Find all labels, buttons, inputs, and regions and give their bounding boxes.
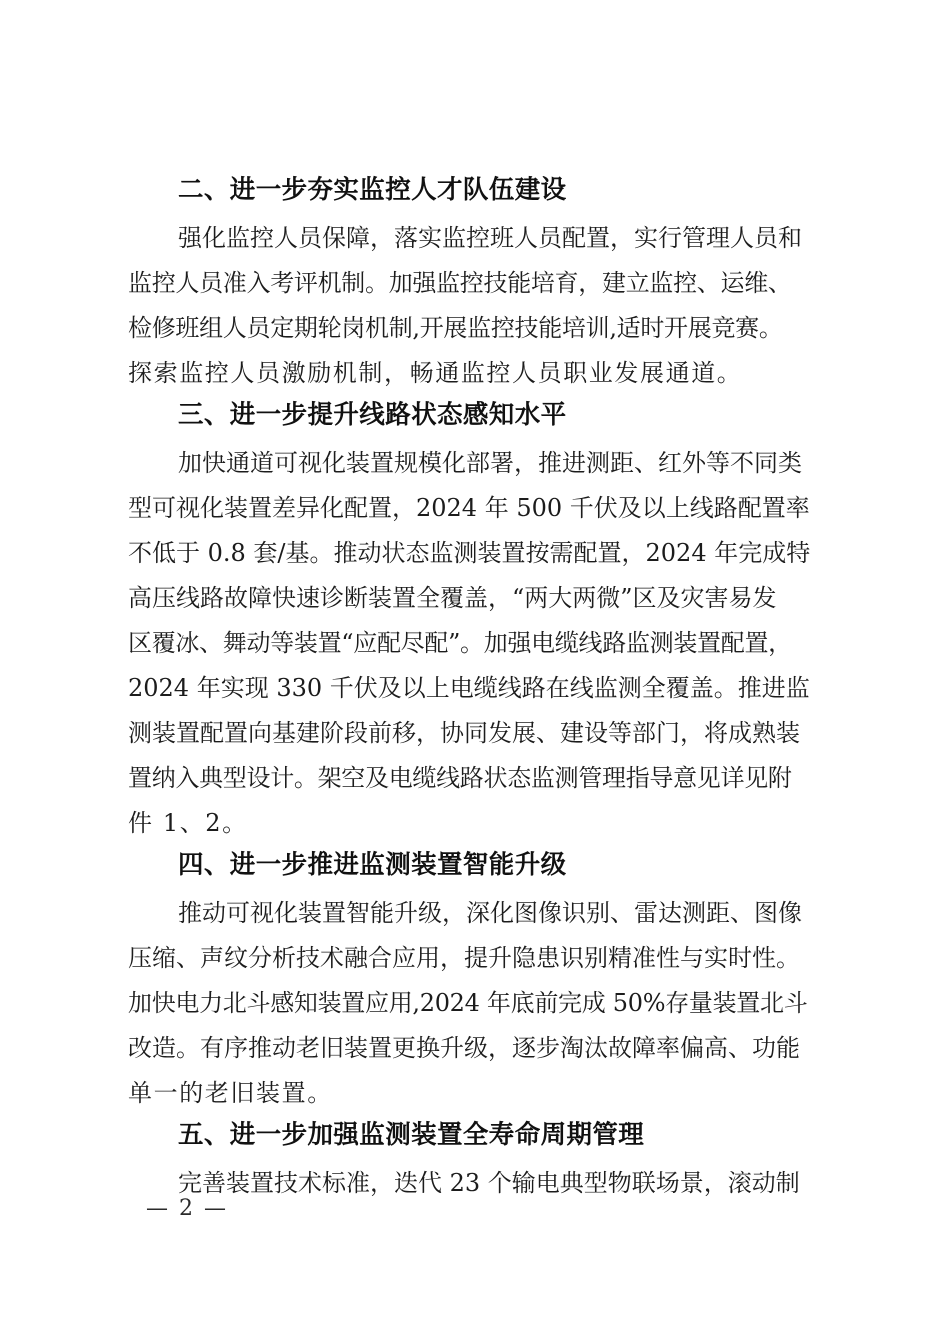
body-line — [128, 618, 838, 663]
body-line-text: 压缩、声纹分析技术融合应用，提升隐患识别精准性与实时性。 — [128, 944, 800, 972]
section-heading-5: 五、进一步加强监测装置全寿命周期管理 — [178, 1121, 645, 1149]
body-line — [128, 888, 888, 933]
body-line-text: 改造。有序推动老旧装置更换升级，逐步淘汰故障率偏高、功能 — [128, 1034, 800, 1062]
body-line-text: 强化监控人员保障，落实监控班人员配置，实行管理人员和 — [178, 224, 802, 252]
body-line-text: 检修班组人员定期轮岗机制,开展监控技能培训,适时开展竞赛。 — [128, 314, 783, 342]
body-line-text: 探索监控人员激励机制，畅通监控人员职业发展通道。 — [128, 359, 743, 387]
body-line — [128, 573, 838, 618]
body-line-text: 测装置配置向基建阶段前移，协同发展、建设等部门，将成熟装 — [128, 719, 800, 747]
body-line — [128, 483, 838, 528]
body-line-text: 推动可视化装置智能升级，深化图像识别、雷达测距、图像 — [178, 899, 802, 927]
body-line — [128, 978, 838, 1023]
body-line-text: 不低于 0.8 套/基。推动状态监测装置按需配置，2024 年完成特 — [128, 539, 811, 567]
body-line-text: 置纳入典型设计。架空及电缆线路状态监测管理指导意见详见附 — [128, 764, 792, 792]
body-line — [128, 213, 888, 258]
body-line — [128, 528, 838, 573]
body-line — [128, 708, 838, 753]
document-body — [128, 168, 838, 1203]
body-line — [128, 348, 838, 393]
body-line-text: 型可视化装置差异化配置，2024 年 500 千伏及以上线路配置率 — [128, 494, 810, 522]
section-heading-3: 三、进一步提升线路状态感知水平 — [178, 401, 567, 429]
body-line — [128, 798, 838, 843]
body-line-text: 高压线路故障快速诊断装置全覆盖，“两大两微”区及灾害易发 — [128, 584, 777, 612]
body-line — [128, 1068, 838, 1113]
body-line-text: 件 1、2。 — [128, 809, 248, 837]
body-line — [128, 753, 838, 798]
body-line — [128, 663, 838, 708]
body-line — [128, 1023, 838, 1068]
body-line — [128, 438, 888, 483]
body-line-text: 完善装置技术标准，迭代 23 个输电典型物联场景，滚动制 — [178, 1169, 800, 1197]
section-heading-2: 二、进一步夯实监控人才队伍建设 — [178, 176, 567, 204]
body-line — [128, 933, 838, 978]
body-line — [128, 1158, 888, 1203]
page-number: — 2 — — [146, 1196, 228, 1221]
body-line-text: 2024 年实现 330 千伏及以上电缆线路在线监测全覆盖。推进监 — [128, 674, 810, 702]
body-line-text: 监控人员准入考评机制。加强监控技能培育，建立监控、运维、 — [128, 269, 792, 297]
body-line-text: 加快通道可视化装置规模化部署，推进测距、红外等不同类 — [178, 449, 802, 477]
body-line-text: 加快电力北斗感知装置应用,2024 年底前完成 50%存量装置北斗 — [128, 989, 808, 1017]
section-heading-4: 四、进一步推进监测装置智能升级 — [178, 851, 567, 879]
body-line — [128, 258, 838, 303]
body-line-text: 区覆冰、舞动等装置“应配尽配”。加强电缆线路监测装置配置， — [128, 629, 792, 657]
body-line-text: 单一的老旧装置。 — [128, 1079, 333, 1107]
body-line — [128, 303, 838, 348]
